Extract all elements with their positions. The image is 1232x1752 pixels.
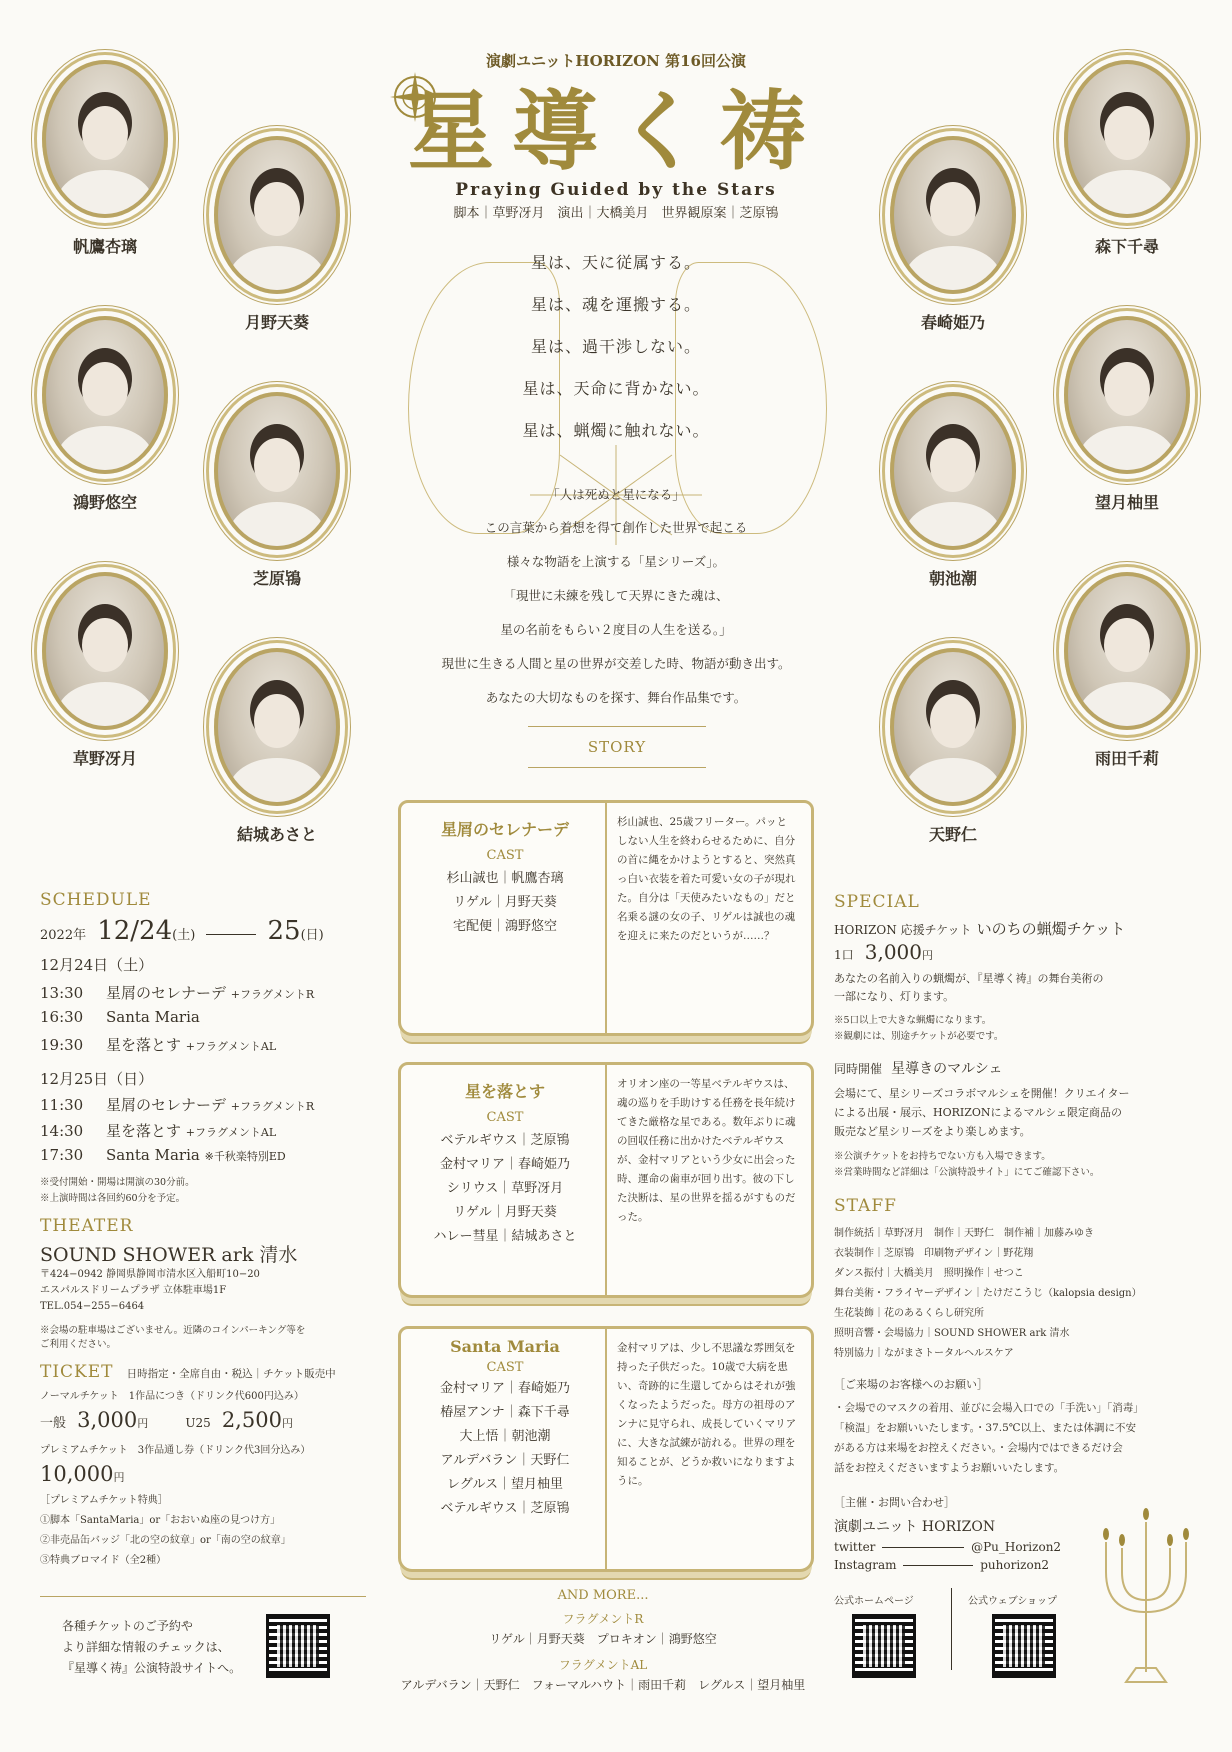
- cast-row: 大上悟｜朝池潮: [459, 1429, 551, 1444]
- schedule-row: [40, 1034, 380, 1055]
- premium-price-row: [40, 1462, 124, 1486]
- u25-label: U25: [185, 1416, 211, 1430]
- theater-address: 〒424−0942 静岡県静岡市清水区入船町10−20: [40, 1269, 260, 1280]
- schedule-row: [40, 1146, 380, 1164]
- theater-tel: TEL.054−255−6464: [40, 1301, 145, 1312]
- schedule-range: [40, 916, 380, 946]
- poem-line: 星は、天命に背かない。: [522, 379, 710, 398]
- cast-portrait: [202, 648, 352, 845]
- cast-name: 結城あさと: [236, 825, 317, 844]
- portrait-frame: [214, 648, 340, 806]
- schedule-row: [40, 1008, 380, 1026]
- show-time: 19:30: [40, 1036, 84, 1054]
- info-line: 『星導く祷』公演特設サイトへ。: [62, 1661, 242, 1675]
- request-line: 「検温」をお願いいたします。・37.5℃以上、または体調に不安: [834, 1422, 1137, 1434]
- show-title: Santa Maria: [106, 1008, 200, 1026]
- story-intro-line: 現世に生きる人間と星の世界が交差した時、物語が動き出す。: [441, 656, 791, 671]
- info-line: 各種チケットのご予約や: [62, 1619, 193, 1633]
- qr-code-icon[interactable]: [266, 1614, 330, 1678]
- marche-title: [834, 1058, 1204, 1078]
- cast-name: 月野天葵: [244, 313, 309, 332]
- cast-row: ハレー彗星｜結城あさと: [433, 1229, 577, 1244]
- book-title: 星を落とす: [464, 1082, 545, 1101]
- show-note: +フラグメントAL: [185, 1126, 277, 1139]
- special-note: ※観劇には、別途チケットが必要です。: [834, 1031, 1004, 1042]
- poem-line: 星は、蝋燭に触れない。: [522, 421, 710, 440]
- special-desc: あなたの名前入りの蝋燭が、『星導く祷』の舞台美術の: [834, 972, 1104, 985]
- show-title: 星を落とす: [106, 1122, 182, 1140]
- portrait-frame: [42, 316, 168, 474]
- special-label: SPECIAL: [834, 892, 920, 912]
- request-line: ・会場でのマスクの着用、並びに会場入口での「手洗い」「消毒」: [834, 1402, 1144, 1414]
- staff-list: [834, 1224, 1214, 1364]
- schedule-note: ※受付開始・開場は開演の30分前。: [40, 1177, 195, 1188]
- cast-name: 朝池潮: [928, 569, 977, 588]
- cast-portrait: [30, 316, 180, 513]
- story-intro-line: この言葉から着想を得て創作した世界で起こる: [484, 520, 748, 535]
- portrait-frame: [890, 136, 1016, 294]
- request-line: 話をお控えくださいますようお願いいたします。: [834, 1462, 1065, 1474]
- show-time: 11:30: [40, 1096, 84, 1114]
- show-title: 星屑のセレナーデ: [106, 984, 227, 1002]
- hp-label: 公式ホームページ: [834, 1596, 914, 1607]
- schedule-label: SCHEDULE: [40, 890, 152, 910]
- story-intro-line: あなたの大切なものを探す、舞台作品集です。: [485, 690, 747, 705]
- cast-name: 芝原鴇: [252, 569, 301, 588]
- credits: 脚本｜草野冴月 演出｜大橋美月 世界観原案｜芝原鴇: [453, 206, 779, 221]
- cast-name: 春崎姫乃: [920, 313, 985, 332]
- special-unit: 1口: [834, 948, 854, 962]
- u25-price: 2,500: [221, 1408, 282, 1432]
- request-label: ［ご来場のお客様へのお願い］: [834, 1378, 988, 1391]
- schedule-start: 12/24: [97, 916, 173, 946]
- portrait-frame: [1064, 316, 1190, 474]
- ticket-label-note: 日時指定・全席自由・税込｜チケット販売中: [126, 1368, 336, 1380]
- portrait-frame: [890, 392, 1016, 550]
- schedule-row: [40, 1120, 380, 1141]
- benefit-item: ③特典ブロマイド（全2種）: [40, 1555, 167, 1566]
- fragment-al-label: フラグメントAL: [558, 1658, 648, 1672]
- cast-portrait: [1052, 60, 1202, 257]
- theater-name: SOUND SHOWER ark 清水: [40, 1244, 298, 1266]
- story-label: STORY: [528, 726, 706, 768]
- marche-note: ※営業時間など詳細は「公演特設サイト」にてご確認下さい。: [834, 1167, 1100, 1178]
- instagram-handle[interactable]: puhorizon2: [980, 1558, 1050, 1572]
- and-more-label: AND MORE...: [557, 1588, 649, 1603]
- special-sub: HORIZON 応援チケット: [834, 923, 972, 937]
- yen: 円: [922, 949, 933, 962]
- cast-portrait: [878, 136, 1028, 333]
- portrait-frame: [42, 572, 168, 730]
- poem-line: 星は、天に従属する。: [530, 253, 701, 272]
- request-line: がある方は来場をお控えください。・会場内ではできるだけ会: [834, 1442, 1123, 1454]
- yen: 円: [137, 1417, 149, 1430]
- compass-rose-icon: [388, 70, 442, 124]
- ticket-info: [62, 1616, 241, 1679]
- cast-name: 望月柚里: [1094, 493, 1159, 512]
- cast-portrait: [878, 648, 1028, 845]
- ticket-premium: プレミアムチケット 3作品通し券（ドリンク代3回分込み）: [40, 1445, 311, 1456]
- fragment-r-cast: リゲル｜月野天葵 プロキオン｜鴻野悠空: [489, 1632, 717, 1646]
- marche-note: ※公演チケットをお持ちでない方も入場できます。: [834, 1151, 1051, 1162]
- fragment-r-label: フラグメントR: [562, 1612, 644, 1626]
- schedule-row: [40, 1094, 380, 1115]
- day2-label: 12月25日（日）: [40, 1070, 154, 1088]
- premium-price: 10,000: [40, 1462, 114, 1486]
- ticket-label: TICKET: [40, 1362, 114, 1382]
- schedule-start-dow: (土): [172, 928, 196, 943]
- staff-line: 照明音響・会場協力｜SOUND SHOWER ark 清水: [834, 1328, 1070, 1339]
- fragment-al-cast: アルデバラン｜天野仁 フォーマルハウト｜雨田千莉 レグルス｜望月柚里: [400, 1678, 806, 1692]
- poem-line: 星は、過干渉しない。: [530, 337, 701, 356]
- cast-label: CAST: [486, 1360, 524, 1375]
- poem-line: 星は、魂を運搬する。: [530, 295, 701, 314]
- staff-line: 特別協力｜ながまさトータルヘルスケア: [834, 1348, 1014, 1359]
- schedule-year: 2022年: [40, 928, 87, 943]
- story-intro-line: 様々な物語を上演する「星シリーズ」。: [506, 554, 726, 569]
- main-title: 星導く祷: [408, 81, 824, 182]
- cast-label: CAST: [486, 848, 524, 863]
- special-price: 3,000: [864, 940, 922, 964]
- special-line1: [834, 918, 1204, 939]
- cast-portrait: [1052, 572, 1202, 769]
- show-title: 星を落とす: [106, 1036, 182, 1054]
- story-book: [398, 1326, 814, 1572]
- shop-label: 公式ウェブショップ: [968, 1596, 1057, 1607]
- instagram-row[interactable]: [834, 1558, 1078, 1572]
- show-time: 17:30: [40, 1146, 84, 1164]
- show-time: 13:30: [40, 984, 84, 1002]
- show-note: +フラグメントAL: [185, 1040, 277, 1053]
- candelabra-icon: [1086, 1492, 1206, 1692]
- staff-line: 生花装飾｜花のあるくらし研究所: [834, 1308, 984, 1319]
- portrait-frame: [1064, 572, 1190, 730]
- cast-name: 帆鷹杏璃: [72, 237, 137, 256]
- special-note: ※5口以上で大きな蝋燭になります。: [834, 1015, 992, 1026]
- theater-address: エスパルスドリームプラザ 立体駐車場1F: [40, 1285, 227, 1296]
- story-intro-line: 「現世に未練を残して天界にきた魂は、: [503, 588, 729, 603]
- cast-row: リゲル｜月野天葵: [453, 895, 557, 910]
- cast-portrait: [30, 572, 180, 769]
- general-price: 3,000: [77, 1408, 138, 1432]
- qr-code-icon[interactable]: [992, 1614, 1056, 1678]
- cast-name: 天野仁: [928, 825, 977, 844]
- request-list: [834, 1398, 1216, 1478]
- cast-row: ベテルギウス｜芝原鴇: [440, 1133, 570, 1148]
- cast-row: 宅配便｜鴻野悠空: [452, 919, 557, 934]
- staff-label: STAFF: [834, 1196, 897, 1216]
- cast-row: ベテルギウス｜芝原鴇: [440, 1501, 570, 1516]
- english-title: Praying Guided by the Stars: [455, 180, 777, 200]
- cast-label: CAST: [486, 1110, 524, 1125]
- cast-portrait: [202, 136, 352, 333]
- cast-portrait: [30, 60, 180, 257]
- special-title: いのちの蝋燭チケット: [976, 920, 1126, 938]
- special-price-row: [834, 940, 933, 964]
- general-label: 一般: [40, 1416, 67, 1431]
- benefit-item: ①脚本「SantaMaria」or「おおいぬ座の見つけ方」: [40, 1515, 281, 1526]
- twitter-row[interactable]: [834, 1540, 1078, 1554]
- show-title: Santa Maria: [106, 1146, 200, 1164]
- qr-code-icon[interactable]: [852, 1614, 916, 1678]
- portrait-frame: [42, 60, 168, 218]
- ticket-header: [40, 1362, 380, 1382]
- book-title: Santa Maria: [450, 1337, 560, 1356]
- cast-row: リゲル｜月野天葵: [453, 1205, 557, 1220]
- cast-portrait: [202, 392, 352, 589]
- organizer: 演劇ユニット HORIZON: [834, 1519, 996, 1535]
- yen: 円: [281, 1417, 293, 1430]
- cast-name: 森下千尋: [1094, 237, 1159, 256]
- staff-line: 制作統括｜草野冴月 制作｜天野仁 制作補｜加藤みゆき: [834, 1228, 1094, 1239]
- portrait-frame: [890, 648, 1016, 806]
- cast-row: レグルス｜望月柚里: [447, 1477, 563, 1492]
- book-synopsis: 金村マリアは、少し不思議な雰囲気を持った子供だった。10歳で大病を患い、奇跡的に生還してからはそれが強くなったようだった。母方の祖母のアンナに見守られ、成長していくマリアに、大きな試練が訪れる。世界の理を知ることが、どうか救いになりますように。: [617, 1342, 797, 1487]
- book-synopsis: オリオン座の一等星ベテルギウスは、魂の巡りを手助けする任務を長年続けてきた厳格な星である。数年ぶりに魂の回収任務に出かけたベテルギウスが、金村マリアという少女に出会った時、運命の歯車が回り出す。彼の下した決断は、星の世界を揺るがすものだった。: [617, 1078, 796, 1223]
- cast-row: アルデバラン｜天野仁: [440, 1453, 570, 1468]
- cast-row: 椿屋アンナ｜森下千尋: [440, 1405, 570, 1420]
- portrait-frame: [214, 136, 340, 294]
- day1-label: 12月24日（土）: [40, 956, 154, 974]
- show-time: 16:30: [40, 1008, 84, 1026]
- event-subtitle: 演劇ユニットHORIZON 第16回公演: [486, 52, 746, 70]
- show-note: ※千秋楽特別ED: [204, 1150, 286, 1163]
- story-book: [398, 1062, 814, 1298]
- schedule-end: 25: [267, 916, 301, 946]
- cast-portrait: [878, 392, 1028, 589]
- portrait-frame: [1064, 60, 1190, 218]
- marche-line: 販売など星シリーズをより楽しめます。: [834, 1125, 1031, 1138]
- marche-name: 星導きのマルシェ: [891, 1061, 1003, 1077]
- marche-desc: [834, 1084, 1130, 1141]
- story-intro-line: 「人は死ぬと星になる」: [547, 487, 685, 502]
- marche-line: 会場にて、星シリーズコラボマルシェを開催！クリエイター: [834, 1087, 1130, 1100]
- story-intro-line: 星の名前をもらい２度目の人生を送る。」: [500, 622, 732, 637]
- yen: 円: [113, 1471, 125, 1484]
- schedule-note: ※上演時間は各回約60分を予定。: [40, 1193, 186, 1204]
- book-title: 星屑のセレナーデ: [440, 820, 569, 839]
- portrait-frame: [214, 392, 340, 550]
- benefit-label: ［プレミアムチケット特典］: [40, 1495, 168, 1506]
- marche-sub: 同時開催: [834, 1062, 883, 1076]
- show-title: 星屑のセレナーデ: [106, 1096, 227, 1114]
- book-synopsis: 杉山誠也、25歳フリーター。パッとしない人生を終わらせるために、自分の首に縄をかけようとすると、突然真っ白い衣装を着た可愛い女の子が現れた。自分は「天使みたいなもの」だと名乗る謎の女の子、リゲルは誠也の魂を迎えに来たのだというが……？: [617, 816, 796, 942]
- cast-row: 金村マリア｜春崎姫乃: [439, 1157, 570, 1172]
- theater-note: ※会場の駐車場はございません。近隣のコインパーキング等を: [40, 1325, 306, 1336]
- info-line: より詳細な情報のチェックは、: [62, 1640, 230, 1654]
- schedule-row: [40, 982, 380, 1003]
- staff-line: 舞台美術・フライヤーデザイン｜たけだこうじ（kalopsia design）: [834, 1288, 1142, 1299]
- show-note: +フラグメントR: [230, 1100, 315, 1113]
- staff-line: 衣装制作｜芝原鴇 印刷物デザイン｜野花翔: [834, 1248, 1034, 1259]
- contact-label: ［主催・お問い合わせ］: [834, 1496, 955, 1509]
- staff-line: ダンス振付｜大橋美月 照明操作｜せつこ: [834, 1268, 1024, 1279]
- twitter-handle[interactable]: @Pu_Horizon2: [971, 1540, 1062, 1554]
- cast-name: 雨田千莉: [1094, 749, 1159, 768]
- twitter-label: twitter: [834, 1540, 876, 1554]
- divider: [40, 1596, 366, 1597]
- cast-name: 鴻野悠空: [72, 493, 137, 512]
- theater-note: ご利用ください。: [40, 1339, 117, 1350]
- instagram-label: Instagram: [834, 1558, 897, 1572]
- cast-row: 杉山誠也｜帆鷹杏璃: [446, 871, 564, 886]
- divider: [951, 1588, 952, 1670]
- theater-label: THEATER: [40, 1216, 134, 1236]
- ticket-prices: [40, 1408, 380, 1432]
- ticket-normal: ノーマルチケット 1作品につき（ドリンク代600円込み）: [40, 1391, 304, 1402]
- cast-portrait: [1052, 316, 1202, 513]
- show-time: 14:30: [40, 1122, 84, 1140]
- cast-row: 金村マリア｜春崎姫乃: [439, 1381, 570, 1396]
- show-note: +フラグメントR: [230, 988, 315, 1001]
- cast-name: 草野冴月: [72, 749, 137, 768]
- cast-row: シリウス｜草野冴月: [446, 1181, 564, 1196]
- marche-line: による出展・展示、HORIZONによるマルシェ限定商品の: [834, 1106, 1123, 1119]
- story-book: [398, 800, 814, 1036]
- benefit-item: ②非売品缶バッジ「北の空の紋章」or「南の空の紋章」: [40, 1535, 291, 1546]
- special-desc: 一部になり、灯ります。: [834, 990, 955, 1003]
- schedule-end-dow: (日): [300, 928, 324, 943]
